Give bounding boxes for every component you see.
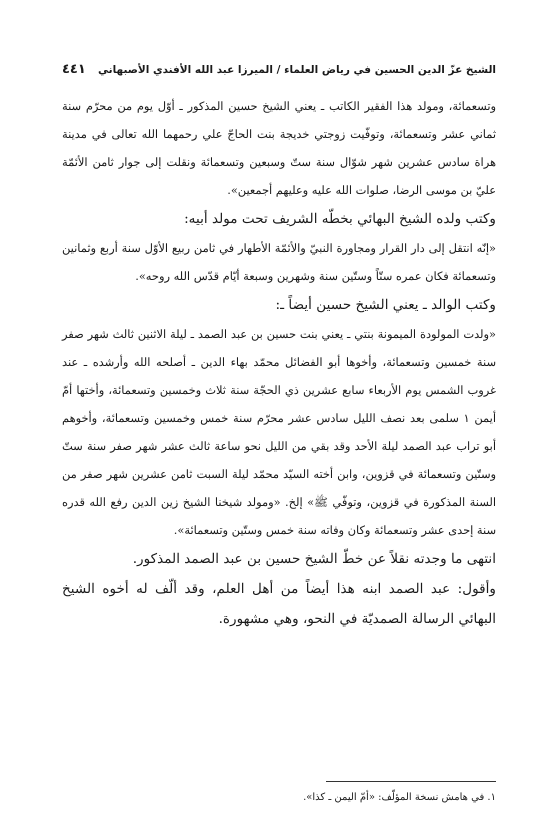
footnote: ١. في هامش نسخة المؤلّف: «أمّ اليمن ـ كذا». xyxy=(303,792,496,803)
paragraph-bahai-note-quote: «إنّه انتقل إلى دار القرار ومجاورة النبيّ والأئمّة الأطهار في ثامن ربيع الأوّل سنة أربع وثمانين وتسعمائة فكان عمره ستّاً وستّين سنة وشهرين وسبعة أيّام قدّس الله روحه». xyxy=(62,241,496,283)
paragraph-father-note-intro: وكتب الوالد ـ يعني الشيخ حسين أيضاً ـ: xyxy=(275,297,496,313)
page-number: ٤٤١ xyxy=(62,62,86,77)
paragraph-quote-continuation: وتسعمائة، ومولد هذا الفقير الكاتب ـ يعني الشيخ حسين المذكور ـ أوّل يوم من محرّم سنة ثماني عشر وتسعمائة، وتوفّيت زوجتي خديجة بنت الحاجّ علي رحمهما الله تعالى في مدينة هراة سادس عشرين شهر شوّال سنة ستّ وسبعين وتسعمائة ونقلت إلى جوار ثامن الأئمّة عليّ بن موسى الرضا، صلوات الله عليه وعليهم أجمعين». xyxy=(62,99,496,197)
paragraph-conclusion: انتهى ما وجدته نقلاً عن خطّ الشيخ حسين بن عبد الصمد المذكور. xyxy=(132,551,496,567)
paragraph-father-note-quote: «ولدت المولودة الميمونة بنتي ـ يعني بنت حسين بن عبد الصمد ـ ليلة الاثنين ثالث شهر صفر سنة خمسين وتسعمائة، وأخوها أبو الفضائل محمّد بهاء الدين ـ أصلحه الله وأرشده ـ عند غروب الشمس يوم الأربعاء سابع عشرين ذي الحجّة سنة ثلاث وخمسين وتسعمائة، وأختها أمّ أيمن ١ سلمى بعد نصف الليل سادس عشر محرّم سنة خمس وخمسين وتسعمائة، وأخوهم أبو تراب عبد الصمد ليلة الأحد وقد بقي من الليل نحو ساعة ثالث عشر شهر صفر سنة ستّ وستّين وتسعمائة في قزوين، وابن أخته السيّد محمّد ليلة السبت ثامن عشرين شهر صفر من السنة المذكورة في قزوين، وتوفّي ﷺ» إلخ. «ومولد شيخنا الشيخ زين الدين رفع الله قدره سنة إحدى عشر وتسعمائة وكان وفاته سنة خمس وستّين وتسعمائة». xyxy=(62,327,496,537)
main-text xyxy=(62,92,496,634)
paragraph-bahai-note-intro: وكتب ولده الشيخ البهائي بخطّه الشريف تحت مولد أبيه: xyxy=(184,211,496,227)
footnote-separator xyxy=(326,781,496,782)
paragraph-author-remark: وأقول: عبد الصمد ابنه هذا أيضاً من أهل العلم، وقد ألّف له أخوه الشيخ البهائي الرسالة الصمديّة في النحو، وهي مشهورة. xyxy=(62,581,496,627)
running-header xyxy=(62,62,496,84)
running-header-title: الشيخ عزّ الدين الحسين في رياض العلماء / الميرزا عبد الله الأفندي الأصبهاني xyxy=(98,64,496,76)
